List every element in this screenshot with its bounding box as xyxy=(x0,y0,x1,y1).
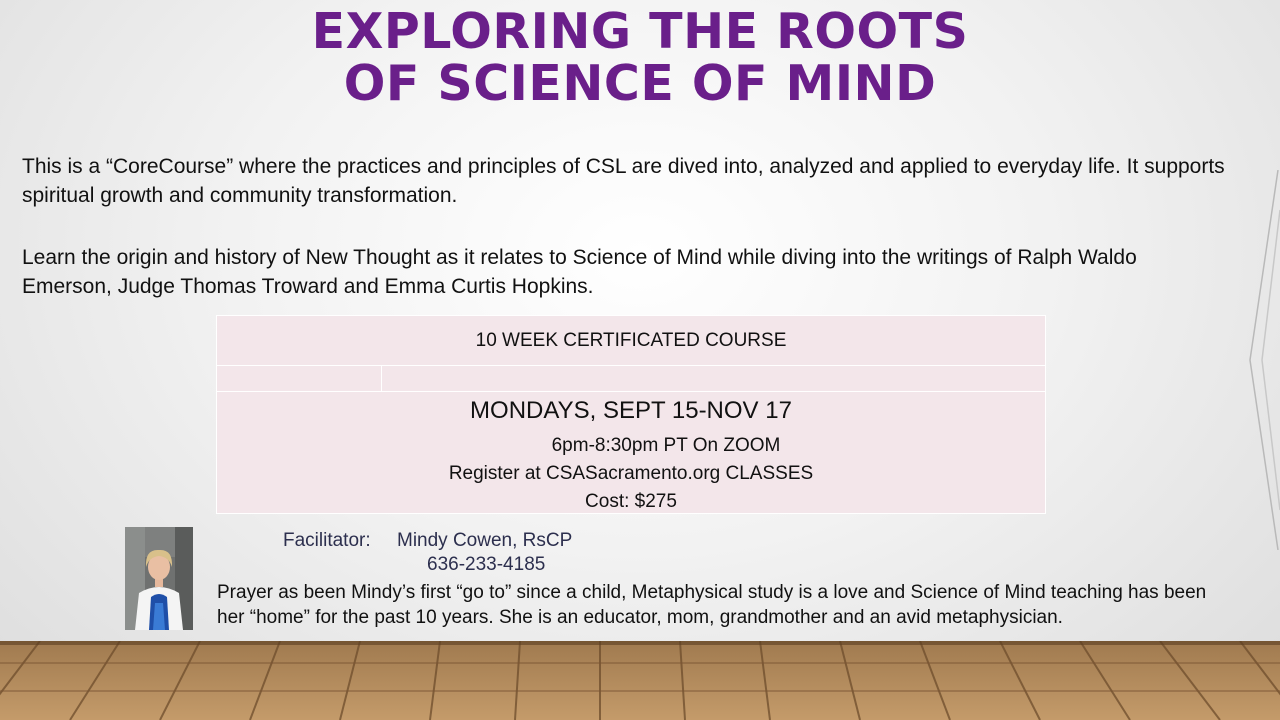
title-line-1: EXPLORING THE ROOTS xyxy=(311,3,969,60)
cell-divider xyxy=(381,366,382,391)
decorative-chevrons xyxy=(1240,170,1280,550)
title-line-2: OF SCIENCE OF MIND xyxy=(343,55,937,112)
facilitator-phone: 636-233-4185 xyxy=(427,554,546,575)
course-details-row xyxy=(217,396,1045,516)
facilitator-label: Facilitator: xyxy=(283,530,371,551)
intro-paragraph: This is a “CoreCourse” where the practices and principles of CSL are dived into, analyzed and applied to everyday life. It supports spiritual growth and community transformation. xyxy=(22,155,1225,207)
facilitator-bio: Prayer as been Mindy’s first “go to” since a child, Metaphysical study is a love and Science of Mind teaching has been her “home” for the past 10 years. She is an educator, mom, grandmother and an avid metaphysician. xyxy=(217,582,1207,628)
course-header-row xyxy=(217,316,1045,366)
course-cost: Cost: $275 xyxy=(585,491,677,512)
wood-floor xyxy=(0,641,1280,720)
course-register: Register at CSASacramento.org CLASSES xyxy=(448,463,814,484)
course-dates: MONDAYS, SEPT 15-NOV 17 xyxy=(470,397,792,424)
course-info-table xyxy=(216,315,1046,514)
course-header: 10 WEEK CERTIFICATED COURSE xyxy=(475,329,787,351)
page-title xyxy=(0,3,1280,112)
facilitator-name: Mindy Cowen, RsCP xyxy=(397,530,573,551)
facilitator-photo xyxy=(125,527,193,630)
course-time: 6pm-8:30pm PT On ZOOM xyxy=(551,435,781,456)
empty-row xyxy=(217,366,1045,392)
origin-paragraph: Learn the origin and history of New Thought as it relates to Science of Mind while diving into the writings of Ralph Waldo Emerson, Judge Thomas Troward and Emma Curtis Hopkins. xyxy=(22,246,1137,298)
